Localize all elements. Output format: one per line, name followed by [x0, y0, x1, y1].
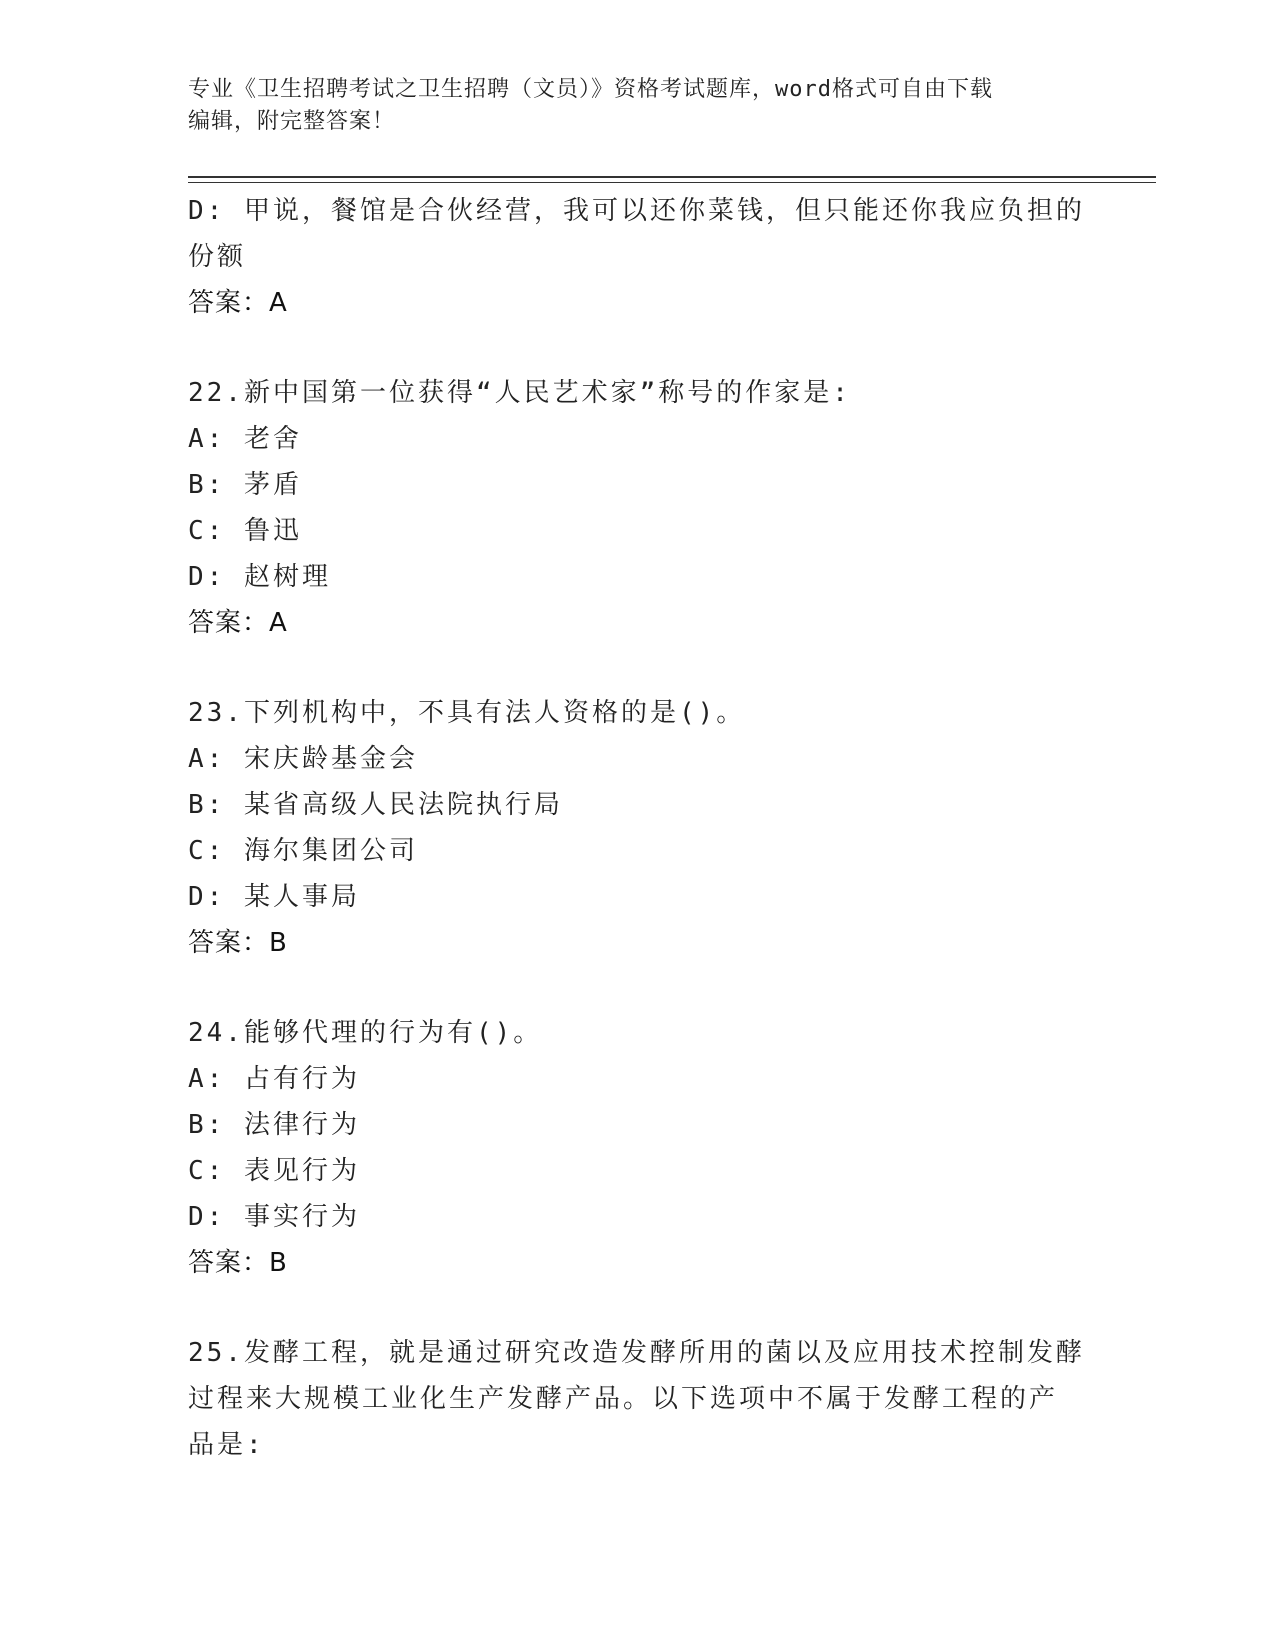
- header-divider-thin: [188, 182, 1156, 183]
- header-divider-thick: [188, 176, 1156, 178]
- question-stem: 22.新中国第一位获得“人民艺术家”称号的作家是:: [188, 378, 851, 408]
- document-header: [188, 74, 1088, 138]
- spacer: [188, 1286, 1088, 1330]
- option-d-line-2: 份额: [188, 242, 247, 272]
- question-stem-line-1: 25.发酵工程，就是通过研究改造发酵所用的菌以及应用技术控制发酵: [188, 1338, 1085, 1368]
- spacer: [188, 326, 1088, 370]
- option-c: C: 海尔集团公司: [188, 836, 418, 866]
- question-24: [188, 1010, 1088, 1286]
- option-a: A: 占有行为: [188, 1064, 360, 1094]
- question-22: [188, 370, 1088, 646]
- option-c: C: 鲁迅: [188, 516, 302, 546]
- option-a: A: 老舍: [188, 424, 302, 454]
- answer-label: 答案：A: [188, 608, 288, 638]
- option-d: D: 事实行为: [188, 1202, 360, 1232]
- option-c: C: 表见行为: [188, 1156, 360, 1186]
- question-stem-line-3: 品是:: [188, 1430, 265, 1460]
- question-23: [188, 690, 1088, 966]
- question-stem-line-2: 过程来大规模工业化生产发酵产品。以下选项中不属于发酵工程的产: [188, 1384, 1059, 1414]
- question-content: [188, 188, 1088, 1468]
- option-b: B: 茅盾: [188, 470, 302, 500]
- spacer: [188, 966, 1088, 1010]
- option-d-line-1: D: 甲说，餐馆是合伙经营，我可以还你菜钱，但只能还你我应负担的: [188, 196, 1085, 226]
- spacer: [188, 646, 1088, 690]
- option-d: D: 赵树理: [188, 562, 331, 592]
- header-line-1: 专业《卫生招聘考试之卫生招聘（文员）》资格考试题库，word格式可自由下载: [188, 77, 993, 102]
- question-stem: 23.下列机构中，不具有法人资格的是()。: [188, 698, 746, 728]
- option-b: B: 法律行为: [188, 1110, 360, 1140]
- question-21-continued: [188, 188, 1088, 326]
- option-b: B: 某省高级人民法院执行局: [188, 790, 563, 820]
- header-line-2: 编辑，附完整答案！: [188, 109, 396, 134]
- question-stem: 24.能够代理的行为有()。: [188, 1018, 543, 1048]
- answer-label: 答案：B: [188, 1248, 288, 1278]
- answer-label: 答案：B: [188, 928, 288, 958]
- answer-label: 答案：A: [188, 288, 288, 318]
- question-25: [188, 1330, 1088, 1468]
- option-d: D: 某人事局: [188, 882, 360, 912]
- option-a: A: 宋庆龄基金会: [188, 744, 418, 774]
